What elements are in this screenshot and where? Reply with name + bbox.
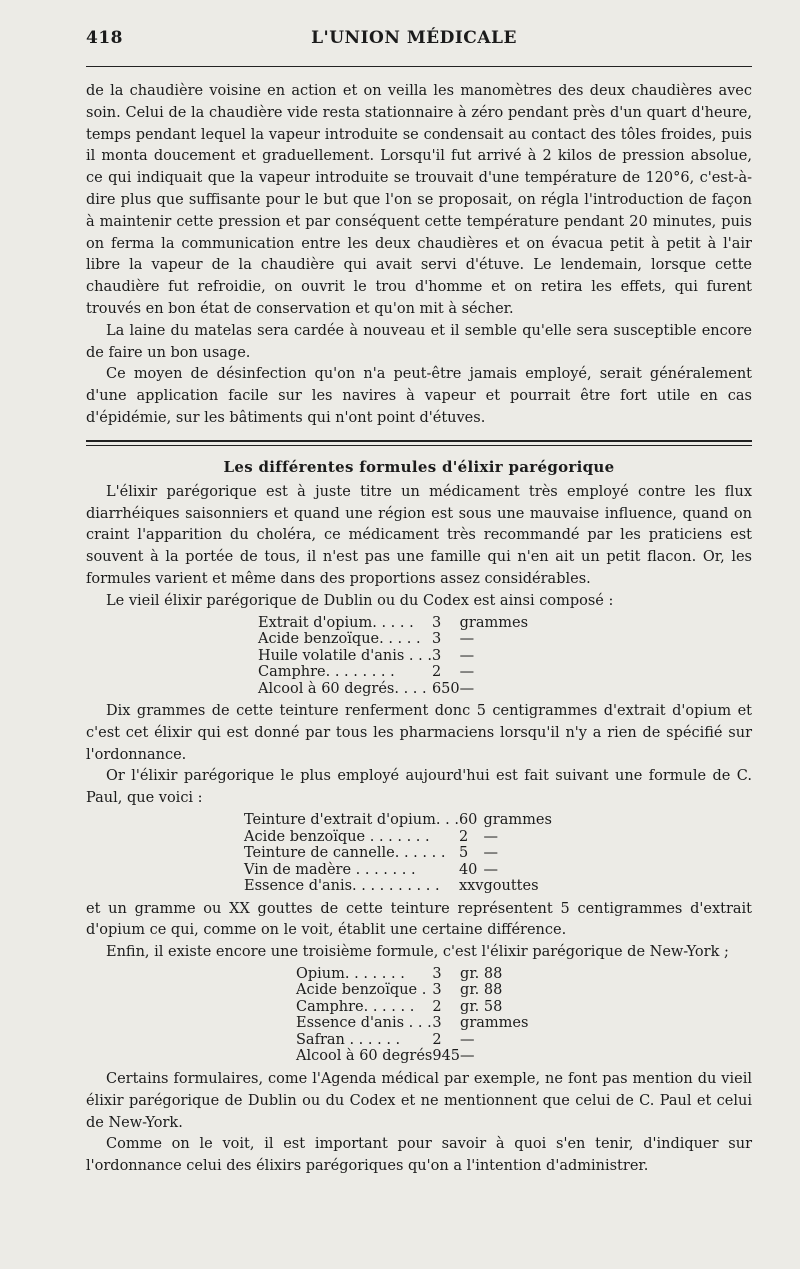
journal-title: L'UNION MÉDICALE (311, 28, 517, 48)
formula-row (244, 812, 552, 829)
formula-ingredient: Alcool à 60 degrés (296, 1048, 433, 1065)
formula-unit: — (483, 828, 498, 845)
article-paragraph-7: Certains formulaires, come l'Agenda médical par exemple, ne font pas mention du vieil élixir parégorique de Dublin ou du Codex et ne mentionnent que celui de C. Paul et celui de New-York. (86, 1070, 752, 1131)
formula-unit: gouttes (483, 878, 539, 895)
formula-row (244, 878, 552, 895)
formula-quantity: 2 (432, 998, 442, 1015)
formula-row (244, 829, 552, 846)
article-paragraph-1: L'élixir parégorique est à juste titre un médicament très employé contre les flux diarrhéiques saisonniers et quand une région est sous une mauvaise influence, quand on craint l'apparition du choléra, ce médicament très recommandé par les praticiens est souvent à la portée de tous, il n'est pas une famille qui n'en ait un petit flacon. Or, les formules varient et même dans des proportions assez considérables. (86, 483, 752, 587)
formula-ingredient: Huile volatile d'anis . . . (258, 647, 432, 664)
formula-row (296, 1015, 528, 1032)
formula-quantity: 3 (432, 1015, 442, 1032)
header-rule (86, 66, 752, 67)
formula-unit: grammes (483, 812, 552, 829)
formula-ingredient: Teinture de cannelle. . . . . . (244, 845, 446, 862)
formula-ingredient: Acide benzoïque . . . . . . . (244, 828, 430, 845)
formula-ingredient: Acide benzoïque. . . . . (258, 631, 421, 648)
formula-row (296, 1048, 528, 1065)
intro-paragraph-2: La laine du matelas sera cardée à nouveau et il semble qu'elle sera susceptible encore de faire un bon usage. (86, 322, 752, 361)
article-title: Les différentes formules d'élixir parégorique (223, 457, 615, 476)
formula-ingredient: Teinture d'extrait d'opium. . . (244, 812, 459, 829)
formula-row (296, 999, 528, 1016)
article-paragraph-5: et un gramme ou XX gouttes de cette teinture représentent 5 centigrammes d'extrait d'opium ce qui, comme on le voit, établit une certaine différence. (86, 900, 752, 939)
formula-quantity: 3 (431, 647, 442, 664)
formula-unit: — (483, 861, 498, 878)
formula-row (244, 845, 552, 862)
formula-quantity: 3 (431, 614, 442, 631)
formula-ingredient: Essence d'anis. . . . . . . . . . (244, 878, 440, 895)
formula-row (258, 631, 528, 648)
formula-unit: gr. 88 (460, 982, 503, 999)
formula-ingredient: Camphre. . . . . . . . (258, 664, 395, 681)
page-number: 418 (86, 28, 123, 48)
formula-unit: — (460, 1031, 475, 1048)
article-paragraph-2: Le vieil élixir parégorique de Dublin ou du Codex est ainsi composé : (106, 592, 614, 609)
formula-ingredient: Acide benzoïque . (296, 982, 427, 999)
formula-ingredient: Essence d'anis . . . (296, 1015, 432, 1032)
formula-quantity: 60 (458, 812, 478, 829)
page-header (86, 28, 752, 48)
formula-new-york (296, 966, 528, 1065)
formula-unit: — (459, 631, 475, 648)
formula-quantity: 2 (431, 664, 442, 681)
formula-unit: — (459, 647, 475, 664)
formula-unit: grammes (459, 614, 529, 631)
formula-ingredient: Safran . . . . . . (296, 1031, 401, 1048)
article-paragraph-3: Dix grammes de cette teinture renferment donc 5 centigrammes d'extrait d'opium et c'est cet élixir qui est donné par tous les pharmaciens lorsqu'il n'y a rien de spécifié sur l'ordonnance. (86, 703, 752, 763)
formula-unit: grammes (460, 1015, 529, 1032)
formula-unit: — (459, 680, 475, 697)
formula-quantity: xxv (458, 878, 484, 895)
article-paragraph-4: Or l'élixir parégorique le plus employé aujourd'hui est fait suivant une formule de C. Paul, que voici : (86, 768, 752, 807)
formula-row (296, 966, 528, 983)
formula-quantity: 945 (432, 1048, 461, 1065)
formula-row (258, 615, 528, 632)
formula-c-paul (244, 812, 552, 895)
formula-quantity: 3 (432, 965, 442, 982)
formula-ingredient: Camphre. . . . . . (296, 998, 415, 1015)
intro-paragraph-3: Ce moyen de désinfection qu'on n'a peut-être jamais employé, serait généralement d'une application facile sur les navires à vapeur et pourrait être fort utile en cas d'épidémie, sur les bâtiments qui n'ont point d'étuves. (86, 366, 752, 426)
formula-quantity: 2 (458, 828, 469, 845)
formula-ingredient: Extrait d'opium. . . . . (258, 614, 414, 631)
formula-ingredient: Opium. . . . . . . (296, 965, 405, 982)
formula-quantity: 2 (432, 1031, 442, 1048)
section-divider (86, 440, 752, 446)
formula-quantity: 650 (431, 680, 460, 697)
article-paragraph-8: Comme on le voit, il est important pour savoir à quoi s'en tenir, d'indiquer sur l'ordonnance celui des élixirs parégoriques qu'on a l'intention d'administrer. (86, 1136, 752, 1175)
formula-dublin (258, 615, 528, 698)
formula-row (258, 681, 528, 698)
intro-paragraph-1: de la chaudière voisine en action et on veilla les manomètres des deux chaudières avec soin. Celui de la chaudière vide resta stationnaire à zéro pendant près d'un quart d'heure, temps pendant lequel la vapeur introduite se condensait au contact des tôles froides, puis il monta doucement et graduellement. Lorsqu'il fut arrivé à 2 kilos de pression absolue, ce qui indiquait que la vapeur introduite se trouvait d'une température de 120°6, c'est-à-dire plus que suffisante pour le but que l'on se proposait, on régla l'introduction de façon à maintenir cette pression et par conséquent cette température pendant 20 minutes, puis on ferma la communication entre les deux chaudières et on évacua petit à petit à l'air libre la vapeur de la chaudière qui avait servi d'étuve. Le lendemain, lorsque cette chaudière fut refroidie, on ouvrit le trou d'homme et on retira les effets, qui furent trouvés en bon état de conservation et qu'on mit à sécher. (86, 83, 752, 317)
formula-ingredient: Vin de madère . . . . . . . (244, 861, 416, 878)
formula-row (296, 982, 528, 999)
formula-quantity: 40 (458, 861, 478, 878)
formula-unit: — (460, 1048, 475, 1065)
formula-row (244, 862, 552, 879)
formula-row (296, 1032, 528, 1049)
formula-quantity: 5 (458, 845, 469, 862)
formula-quantity: 3 (432, 982, 442, 999)
formula-quantity: 3 (431, 631, 442, 648)
formula-unit: — (483, 845, 498, 862)
formula-unit: gr. 88 (460, 965, 503, 982)
formula-row (258, 648, 528, 665)
formula-row (258, 664, 528, 681)
formula-unit: — (459, 664, 475, 681)
formula-ingredient: Alcool à 60 degrés. . . . (258, 680, 427, 697)
article-paragraph-6: Enfin, il existe encore une troisième formule, c'est l'élixir parégorique de New-York ; (106, 944, 729, 961)
formula-unit: gr. 58 (460, 998, 503, 1015)
